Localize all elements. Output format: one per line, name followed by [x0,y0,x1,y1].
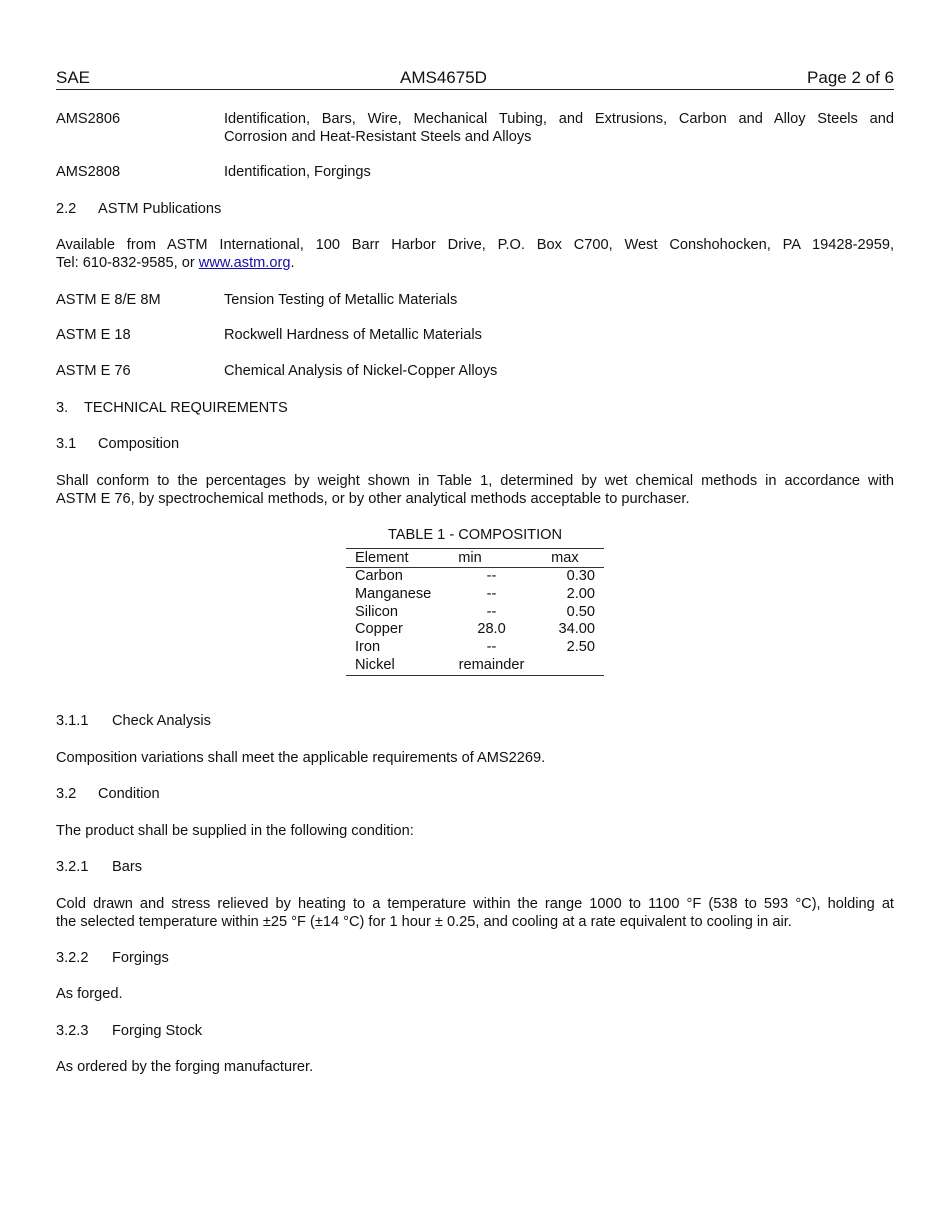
ref-title: Rockwell Hardness of Metallic Materials [224,327,482,343]
table-row [346,586,604,604]
header-org: SAE [56,68,91,87]
section-number: 3.2.2 [56,950,89,966]
paragraph-line: Available from ASTM International, 100 Barr Harbor Drive, P.O. Box C700, West Conshohocken, PA 19428-2959, [56,237,894,253]
section-heading-3-1-1 [56,713,211,731]
cell-max: 34.00 [558,621,595,638]
ref-title: Identification, Forgings [224,164,371,180]
cell-min: -- [486,639,497,656]
table-row [346,568,604,586]
cell-max: 2.50 [566,639,595,656]
cell-min: -- [486,585,497,602]
paragraph-line: ASTM E 76, by spectrochemical methods, or by other analytical methods acceptable to purchaser. [56,490,690,507]
cell-element: Manganese [355,585,432,602]
ref-code: AMS2808 [56,164,121,180]
section-title: Check Analysis [112,713,211,729]
astm-website-link[interactable]: www.astm.org [198,254,291,271]
paragraph-line: Shall conform to the percentages by weight shown in Table 1, determined by wet chemical methods in accordance with [56,473,894,489]
cell-element: Nickel [355,656,395,673]
ref-code: ASTM E 76 [56,363,131,379]
cell-min: -- [486,568,497,584]
section-title: Forgings [112,950,169,966]
section-heading-3-2-1 [56,859,142,877]
bars-paragraph [56,896,894,931]
section-heading-3-2-3 [56,1023,202,1041]
cell-max: 0.50 [566,603,595,620]
section-title: Bars [112,859,143,875]
section-number: 3.1 [56,436,77,452]
section-number: 2.2 [56,201,77,217]
section-heading-3-2-2 [56,950,169,968]
cell-min: -- [486,603,497,620]
section-number: 3.2.3 [56,1023,89,1039]
header-doc-number: AMS4675D [400,68,487,87]
astm-availability-paragraph [56,237,894,272]
ref-code: AMS2806 [56,111,121,127]
table-row [346,657,604,675]
section-title: Forging Stock [112,1023,203,1039]
section-heading-3-2 [56,786,160,804]
table-header-row [346,549,604,568]
section-title: TECHNICAL REQUIREMENTS [84,400,288,416]
section-title: Condition [98,786,160,802]
cell-max [535,657,604,675]
paragraph-text: Tel: 610-832-9585, or [56,254,199,271]
page-header [56,67,894,90]
section-number: 3.2 [56,786,77,802]
paragraph-line [56,255,894,273]
forging-stock-paragraph: As ordered by the forging manufacturer. [56,1059,314,1075]
cell-max: 0.30 [566,568,595,584]
cell-element: Carbon [355,568,403,584]
table-row [346,639,604,657]
section-number: 3. [56,400,69,416]
ref-title-line1: Identification, Bars, Wire, Mechanical Tubing, and Extrusions, Carbon and Alloy Steels and [224,111,894,127]
table-row [346,621,604,639]
cell-min: remainder [458,656,525,673]
ref-title [224,111,894,146]
ref-code: ASTM E 18 [56,327,131,343]
condition-paragraph: The product shall be supplied in the following condition: [56,823,414,839]
cell-max: 2.00 [566,585,595,602]
table-row [346,604,604,622]
ref-title: Tension Testing of Metallic Materials [224,292,458,308]
section-title: ASTM Publications [98,201,222,217]
section-number: 3.2.1 [56,859,89,875]
table-caption: TABLE 1 - COMPOSITION [387,527,563,543]
cell-element: Silicon [355,603,398,620]
ref-title: Chemical Analysis of Nickel-Copper Alloys [224,363,498,379]
ref-title-line2: Corrosion and Heat-Resistant Steels and Alloys [224,128,532,145]
ref-code: ASTM E 8/E 8M [56,292,161,308]
composition-paragraph [56,473,894,508]
column-header-min: min [448,549,535,568]
cell-element: Iron [355,639,381,656]
paragraph-text: . [290,254,295,271]
cell-min: 28.0 [477,621,506,638]
paragraph-line: the selected temperature within ±25 °F (±14 °C) for 1 hour ± 0.25, and cooling at a rate equivalent to cooling in air. [56,913,792,930]
column-header-max: max [535,549,604,568]
check-analysis-paragraph: Composition variations shall meet the applicable requirements of AMS2269. [56,750,546,766]
paragraph-line: Cold drawn and stress relieved by heating to a temperature within the range 1000 to 1100 °F (538 to 593 °C), holding at [56,896,894,912]
section-number: 3.1.1 [56,713,89,729]
forgings-paragraph: As forged. [56,986,123,1002]
section-heading-3-1 [56,436,179,454]
section-heading-3 [56,400,288,418]
ref-ams2806 [56,111,894,147]
section-title: Composition [98,436,180,452]
column-header-element: Element [346,549,448,568]
cell-element: Copper [355,621,403,638]
header-page-number: Page 2 of 6 [807,68,894,87]
section-heading-2-2 [56,201,221,219]
composition-table [346,548,604,676]
